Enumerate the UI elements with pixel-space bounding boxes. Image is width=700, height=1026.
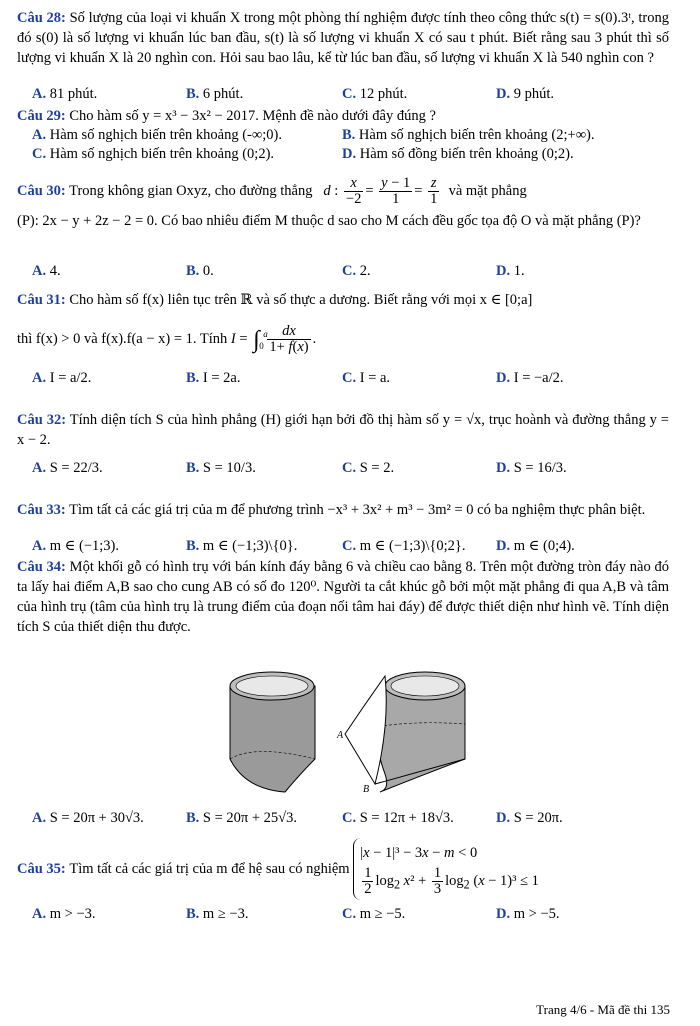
option-c[interactable]: C. S = 12π + 18√3. <box>342 810 454 826</box>
question-number: Câu 35: <box>17 860 66 877</box>
label-b: B <box>363 784 370 794</box>
question-29 <box>17 106 669 126</box>
fraction: $\frac{x}{-2}$ <box>345 175 362 208</box>
options-35 <box>32 906 672 926</box>
question-30: Câu 30: Trong không gian Oxyz, cho đường thẳng d : $\frac{x}{-2}$ = $\frac{y - 1}{1}$ = $\frac{z}{1}$ và mặt phẳng (P): 2x − y + 2z − 2 = 0. Có bao nhiêu điểm M thuộc d sao cho M cách đều gốc tọa độ O và mặt phẳng (P)? <box>17 175 641 230</box>
option-b[interactable]: B. 0. <box>186 263 214 279</box>
options-32 <box>32 460 672 480</box>
cylinder-left <box>230 672 315 792</box>
cylinder-right <box>345 672 465 792</box>
question-text: Tìm tất cả các giá trị của m để hệ sau có nghiệm <box>69 860 350 877</box>
option-a[interactable]: A. m > −3. <box>32 906 96 922</box>
page-footer: Trang 4/6 - Mã đề thi 135 <box>536 1002 670 1017</box>
question-text: Số lượng của loại vi khuẩn X trong một phòng thí nghiệm được tính theo công thức s(t) = s(0).3ᵗ, trong đó s(0) là số lượng vi khuẩn lúc ban đầu, s(t) là số lượng vi khuẩn X có sau t phút. Biết rằng sau 3 phút thì số lượng vi khuẩn X là 20 nghìn con. Hỏi sau bao lâu, kể từ lúc ban đầu, số lượng vi khuẩn X là 540 nghìn con ? <box>17 10 669 66</box>
option-c[interactable]: C. S = 2. <box>342 460 395 476</box>
options-29b <box>32 146 672 166</box>
option-c[interactable]: C. I = a. <box>342 370 391 386</box>
option-b[interactable]: B. S = 20π + 25√3. <box>186 810 297 826</box>
option-a[interactable]: A. m ∈ (−1;3). <box>32 538 119 554</box>
option-a[interactable]: A. 4. <box>32 263 61 279</box>
option-c[interactable]: C. m ≥ −5. <box>342 906 406 922</box>
option-b[interactable]: B. Hàm số nghịch biến trên khoảng (2;+∞). <box>342 127 595 143</box>
option-a[interactable]: A. 81 phút. <box>32 86 98 102</box>
question-number: Câu 33: <box>17 502 66 518</box>
option-d[interactable]: D. S = 16/3. <box>496 460 567 476</box>
question-text: Cho hàm số f(x) liên tục trên ℝ và số thực a dương. Biết rằng với mọi x ∈ [0;a] <box>69 292 533 308</box>
question-34 <box>17 557 669 637</box>
integral-sign: ∫ a 0 <box>253 326 268 353</box>
question-text: Tìm tất cả các giá trị của m để phương trình −x³ + 3x² + m³ − 3m² = 0 có ba nghiệm thực phân biệt. <box>69 502 646 518</box>
label-a: A <box>337 730 344 741</box>
option-b[interactable]: B. m ≥ −3. <box>186 906 249 922</box>
question-33 <box>17 500 669 520</box>
option-d[interactable]: D. m ∈ (0;4). <box>496 538 575 554</box>
option-b[interactable]: B. S = 10/3. <box>186 460 256 476</box>
option-a[interactable]: A. I = a/2. <box>32 370 92 386</box>
option-a[interactable]: A. S = 22/3. <box>32 460 103 476</box>
option-a[interactable]: A. S = 20π + 30√3. <box>32 810 144 826</box>
options-30 <box>32 263 672 283</box>
question-number: Câu 28: <box>17 10 66 26</box>
option-d[interactable]: D. 1. <box>496 263 525 279</box>
question-text: Tính diện tích S của hình phẳng (H) giới hạn bởi đồ thị hàm số y = √x, trục hoành và đường thẳng y = x − 2. <box>17 412 669 448</box>
question-number: Câu 29: <box>17 108 66 124</box>
question-32 <box>17 410 669 450</box>
fraction: $\frac{z}{1}$ <box>430 175 438 208</box>
question-number: Câu 34: <box>17 559 66 575</box>
question-text: Một khối gỗ có hình trụ với bán kính đáy bằng 6 và chiều cao bằng 8. Trên một đường tròn đáy nào đó ta lấy hai điểm A,B sao cho cung AB có số đo 120⁰. Người ta cắt khúc gỗ bởi một mặt phẳng đi qua A,B và tâm của hình trụ (tâm của hình trụ là trung điểm của đoạn nối tâm hai đáy) để được thiết diện như hình vẽ. Tính diện tích S của thiết diện thu được. <box>17 559 669 635</box>
question-number: Câu 32: <box>17 412 67 428</box>
question-text: Cho hàm số y = x³ − 3x² − 2017. Mệnh đề nào dưới đây đúng ? <box>69 108 436 124</box>
question-31: Câu 31: Cho hàm số f(x) liên tục trên ℝ và số thực a dương. Biết rằng với mọi x ∈ [0;a] thì f(x) > 0 và f(x).f(a − x) = 1. Tính I = ∫ a 0 $\frac{dx}{1+ f(x)}$ . <box>17 292 533 355</box>
fraction: $\frac{dx}{1+ f(x)}$ <box>269 323 309 355</box>
option-b[interactable]: B. 6 phút. <box>186 86 244 102</box>
option-b[interactable]: B. m ∈ (−1;3)\{0}. <box>186 538 298 554</box>
question-text: (P): 2x − y + 2z − 2 = 0. Có bao nhiêu điểm M thuộc d sao cho M cách đều gốc tọa độ O và mặt phẳng (P)? <box>17 213 641 230</box>
options-34 <box>32 810 672 830</box>
question-number: Câu 30: <box>17 183 66 199</box>
question-number: Câu 31: <box>17 292 66 308</box>
option-d[interactable]: D. I = −a/2. <box>496 370 564 386</box>
option-c[interactable]: C. Hàm số nghịch biến trên khoảng (0;2). <box>32 146 275 162</box>
option-d[interactable]: D. S = 20π. <box>496 810 563 826</box>
fraction: $\frac{y - 1}{1}$ <box>381 175 411 208</box>
option-c[interactable]: C. 12 phút. <box>342 86 408 102</box>
options-29a <box>32 127 672 147</box>
option-d[interactable]: D. Hàm số đồng biến trên khoảng (0;2). <box>342 146 574 162</box>
options-28 <box>32 86 672 106</box>
equation-system: |x − 1|³ − 3x − m < 0 $\frac{1}{2}$ $\log_2 x^2$ + $\frac{1}{3}$ $\log_2 (x - 1)^3 \le 1$ <box>353 838 545 900</box>
option-c[interactable]: C. m ∈ (−1;3)\{0;2}. <box>342 538 466 554</box>
question-35 <box>17 838 669 900</box>
cylinder-figure <box>225 664 475 794</box>
option-d[interactable]: D. m > −5. <box>496 906 560 922</box>
question-28 <box>17 8 669 68</box>
options-31 <box>32 370 672 390</box>
option-d[interactable]: D. 9 phút. <box>496 86 555 102</box>
option-c[interactable]: C. 2. <box>342 263 371 279</box>
options-33 <box>32 538 672 558</box>
option-a[interactable]: A. Hàm số nghịch biến trên khoảng (-∞;0). <box>32 127 282 143</box>
option-b[interactable]: B. I = 2a. <box>186 370 241 386</box>
